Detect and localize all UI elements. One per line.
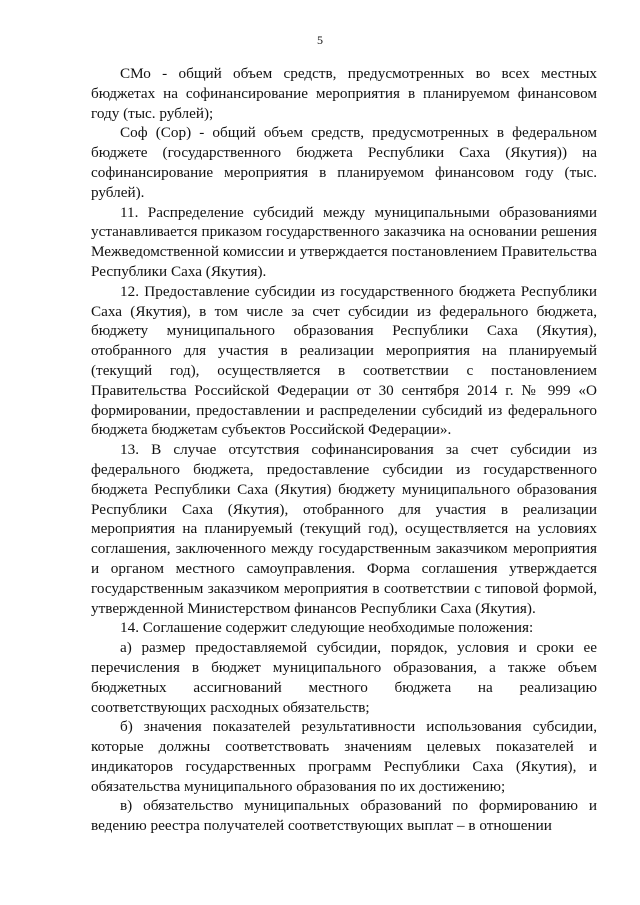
paragraph-11: 11. Распределение субсидий между муниципальными образованиями устанавливается приказом государственного заказчика на основании решения Межведомственной комиссии и утверждается постановлением Правительства Республики Саха (Якутия). — [91, 203, 597, 280]
document-body — [91, 64, 597, 836]
page-number: 5 — [317, 33, 323, 47]
paragraph-sof-definition: Соф (Сор) - общий объем средств, предусмотренных в федеральном бюджете (государственного бюджета Республики Саха (Якутия)) на софинансирование мероприятия в планируемом финансовом году (тыс. рублей). — [91, 124, 597, 201]
paragraph-14: 14. Соглашение содержит следующие необходимые положения: — [120, 619, 534, 637]
paragraph-12: 12. Предоставление субсидии из государственного бюджета Республики Саха (Якутия), в том числе за счет субсидии из федерального бюджета, бюджету муниципального образования Республики Саха (Якутия), отобранного для участия в реализации мероприятия на планируемый (текущий год), осуществляется в соответствии с постановлением Правительства Российской Федерации от 30 сентября 2014 г. № 999 «О формировании, предоставлении и распределении субсидий из федерального бюджета бюджетам субъектов Российской Федерации». — [91, 282, 597, 439]
paragraph-14-b: б) значения показателей результативности использования субсидии, которые должны соответствовать значениям целевых показателей и индикаторов государственных программ Республики Саха (Якутия), и обязательства муниципального образования по их достижению; — [91, 718, 597, 795]
paragraph-13: 13. В случае отсутствия софинансирования за счет субсидии из федерального бюджета, предоставление субсидии из государственного бюджета Республики Саха (Якутия) бюджету муниципального образования Республики Саха (Якутия), отобранного для участия в реализации мероприятия на планируемый (текущий год), осуществляется на условиях соглашения, заключенного между государственным заказчиком мероприятия и органом местного самоуправления. Форма соглашения утверждается государственным заказчиком мероприятия в соответствии с типовой формой, утвержденной Министерством финансов Республики Саха (Якутия). — [91, 441, 597, 617]
paragraph-smo-definition: СМо - общий объем средств, предусмотренных во всех местных бюджетах на софинансирование мероприятия в планируемом финансовом году (тыс. рублей); — [91, 65, 597, 122]
paragraph-14-v: в) обязательство муниципальных образований по формированию и ведению реестра получателей соответствующих выплат – в отношении — [91, 797, 597, 835]
paragraph-14-a: а) размер предоставляемой субсидии, порядок, условия и сроки ее перечисления в бюджет муниципального образования, а также объем бюджетных ассигнований местного бюджета на реализацию соответствующих расходных обязательств; — [91, 639, 597, 716]
